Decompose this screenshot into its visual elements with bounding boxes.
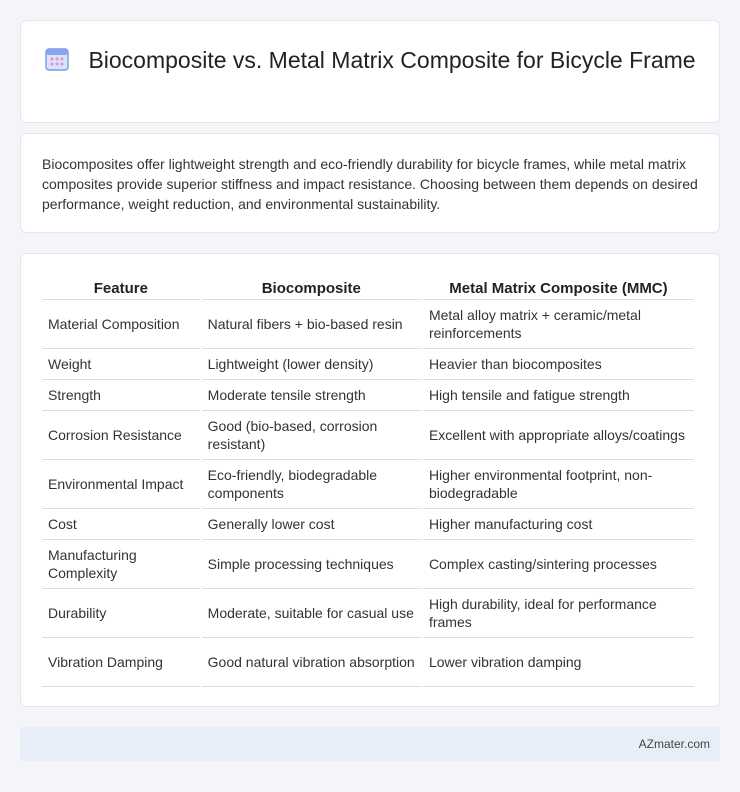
feature-cell: Manufacturing Complexity (42, 540, 200, 589)
mmc-cell: Heavier than biocomposites (423, 349, 694, 380)
biocomposite-cell: Simple processing techniques (202, 540, 421, 589)
feature-cell: Material Composition (42, 300, 200, 349)
table-row (42, 638, 694, 687)
comparison-table-card (20, 253, 720, 707)
page-title-row (21, 46, 719, 75)
table-row (42, 380, 694, 411)
mmc-cell: Lower vibration damping (423, 638, 694, 687)
mmc-cell: Complex casting/sintering processes (423, 540, 694, 589)
biocomposite-cell: Good (bio-based, corrosion resistant) (202, 411, 421, 460)
header-mmc: Metal Matrix Composite (MMC) (423, 274, 694, 300)
footer (20, 727, 720, 761)
table-row (42, 411, 694, 460)
feature-cell: Weight (42, 349, 200, 380)
biocomposite-cell: Generally lower cost (202, 509, 421, 540)
table-row (42, 509, 694, 540)
biocomposite-cell: Lightweight (lower density) (202, 349, 421, 380)
feature-cell: Strength (42, 380, 200, 411)
biocomposite-cell: Good natural vibration absorption (202, 638, 421, 687)
page-title: Biocomposite vs. Metal Matrix Composite for Bicycle Frame (88, 47, 696, 73)
table-row (42, 540, 694, 589)
summary-card (20, 133, 720, 233)
feature-cell: Cost (42, 509, 200, 540)
feature-cell: Corrosion Resistance (42, 411, 200, 460)
table-row (42, 349, 694, 380)
table-row (42, 589, 694, 638)
table-header-row (42, 274, 694, 300)
feature-cell: Vibration Damping (42, 638, 200, 687)
title-card (20, 20, 720, 123)
feature-cell: Durability (42, 589, 200, 638)
footer-site-link[interactable]: AZmater.com (638, 737, 710, 751)
feature-cell: Environmental Impact (42, 460, 200, 509)
mmc-cell: Higher manufacturing cost (423, 509, 694, 540)
mmc-cell: High durability, ideal for performance frames (423, 589, 694, 638)
mmc-cell: High tensile and fatigue strength (423, 380, 694, 411)
biocomposite-cell: Moderate tensile strength (202, 380, 421, 411)
header-feature: Feature (42, 274, 200, 300)
mmc-cell: Metal alloy matrix + ceramic/metal reinforcements (423, 300, 694, 349)
mmc-cell: Higher environmental footprint, non-biodegradable (423, 460, 694, 509)
biocomposite-cell: Eco-friendly, biodegradable components (202, 460, 421, 509)
table-row (42, 300, 694, 349)
table-row (42, 460, 694, 509)
biocomposite-cell: Moderate, suitable for casual use (202, 589, 421, 638)
header-biocomposite: Biocomposite (202, 274, 421, 300)
summary-text: Biocomposites offer lightweight strength and eco-friendly durability for bicycle frames, while metal matrix composites provide superior stiffness and impact resistance. Choosing between them depends on desired performance, weight reduction, and environmental sustainability. (42, 156, 698, 212)
calendar-grid-icon (44, 46, 70, 72)
comparison-table (40, 274, 696, 687)
biocomposite-cell: Natural fibers + bio-based resin (202, 300, 421, 349)
mmc-cell: Excellent with appropriate alloys/coatings (423, 411, 694, 460)
